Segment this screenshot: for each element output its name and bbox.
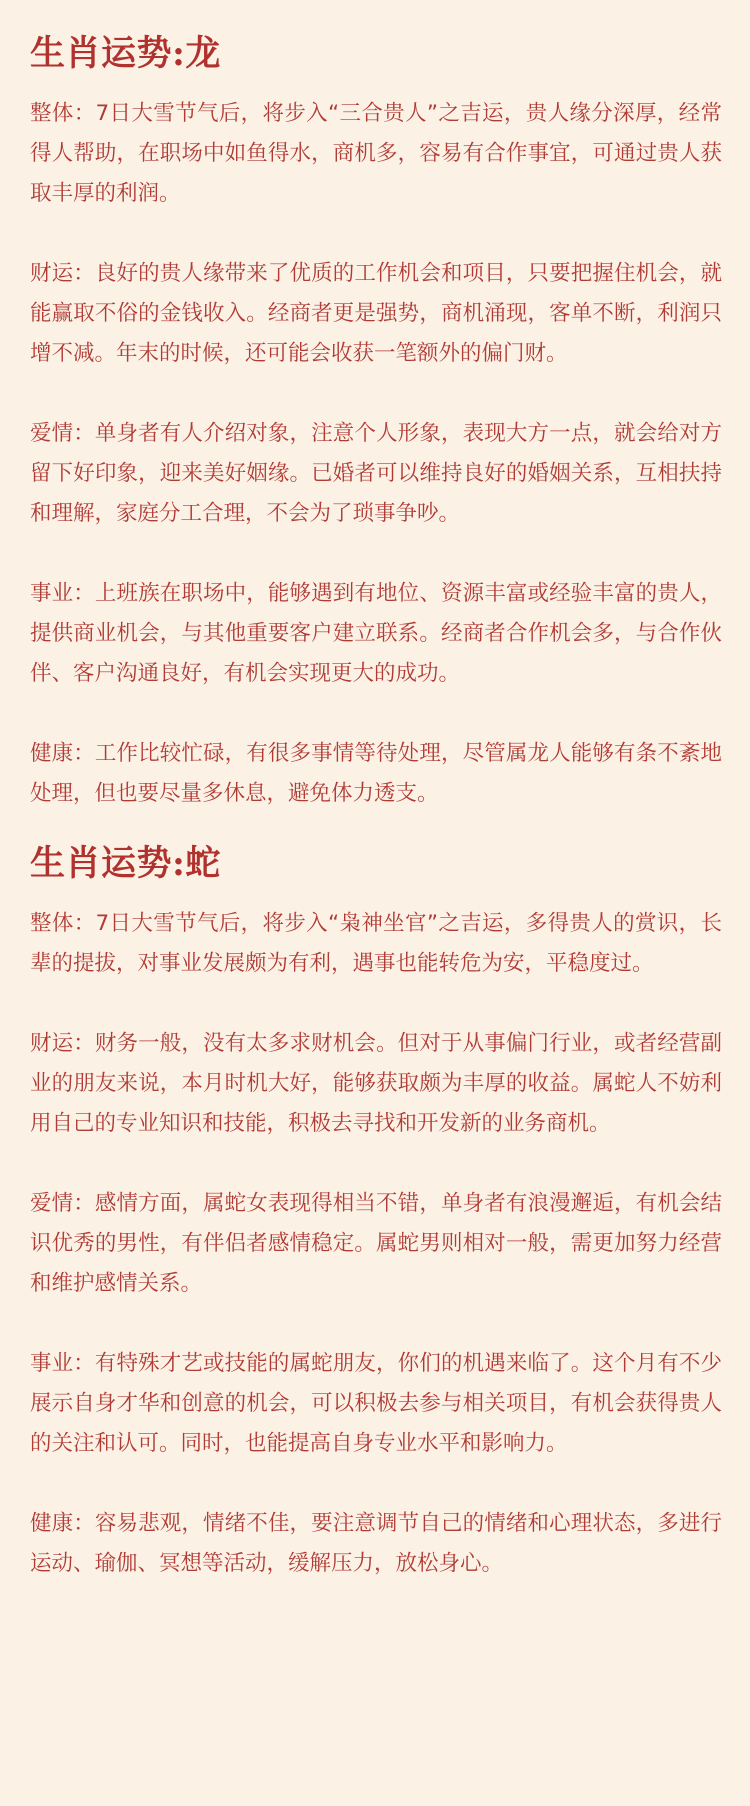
paragraph-snake-career: 事业：有特殊才艺或技能的属蛇朋友，你们的机遇来临了。这个月有不少展示自身才华和创意的机会，可以积极去参与相关项目，有机会获得贵人的关注和认可。同时，也能提高自身专业水平和影响力。 bbox=[30, 1351, 722, 1456]
paragraph-snake-health: 健康：容易悲观，情绪不佳，要注意调节自己的情绪和心理状态，多进行运动、瑜伽、冥想等活动，缓解压力，放松身心。 bbox=[30, 1511, 722, 1576]
paragraph-snake-love: 爱情：感情方面，属蛇女表现得相当不错，单身者有浪漫邂逅，有机会结识优秀的男性，有伴侣者感情稳定。属蛇男则相对一般，需更加努力经营和维护感情关系。 bbox=[30, 1191, 722, 1296]
section-title-dragon: 生肖运势:龙 bbox=[30, 33, 221, 74]
paragraph-dragon-career: 事业：上班族在职场中，能够遇到有地位、资源丰富或经验丰富的贵人，提供商业机会，与其他重要客户建立联系。经商者合作机会多，与合作伙伴、客户沟通良好，有机会实现更大的成功。 bbox=[30, 581, 722, 686]
paragraph-snake-overall: 整体：7日大雪节气后，将步入“枭神坐官”之吉运，多得贵人的赏识，长辈的提拔，对事业发展颇为有利，遇事也能转危为安，平稳度过。 bbox=[30, 911, 722, 976]
paragraph-snake-wealth: 财运：财务一般，没有太多求财机会。但对于从事偏门行业，或者经营副业的朋友来说，本月时机大好，能够获取颇为丰厚的收益。属蛇人不妨利用自己的专业知识和技能，积极去寻找和开发新的业务商机。 bbox=[30, 1031, 722, 1136]
paragraph-dragon-love: 爱情：单身者有人介绍对象，注意个人形象，表现大方一点，就会给对方留下好印象，迎来美好姻缘。已婚者可以维持良好的婚姻关系，互相扶持和理解，家庭分工合理，不会为了琐事争吵。 bbox=[30, 421, 722, 526]
section-title-snake: 生肖运势:蛇 bbox=[30, 843, 221, 884]
paragraph-dragon-overall: 整体：7日大雪节气后，将步入“三合贵人”之吉运，贵人缘分深厚，经常得人帮助，在职场中如鱼得水，商机多，容易有合作事宜，可通过贵人获取丰厚的利润。 bbox=[30, 101, 722, 206]
section-dragon bbox=[30, 30, 722, 814]
section-snake bbox=[30, 840, 722, 1584]
paragraph-dragon-health: 健康：工作比较忙碌，有很多事情等待处理，尽管属龙人能够有条不紊地处理，但也要尽量多休息，避免体力透支。 bbox=[30, 741, 722, 806]
paragraph-dragon-wealth: 财运：良好的贵人缘带来了优质的工作机会和项目，只要把握住机会，就能赢取不俗的金钱收入。经商者更是强势，商机涌现，客单不断，利润只增不减。年末的时候，还可能会收获一笔额外的偏门财。 bbox=[30, 261, 722, 366]
